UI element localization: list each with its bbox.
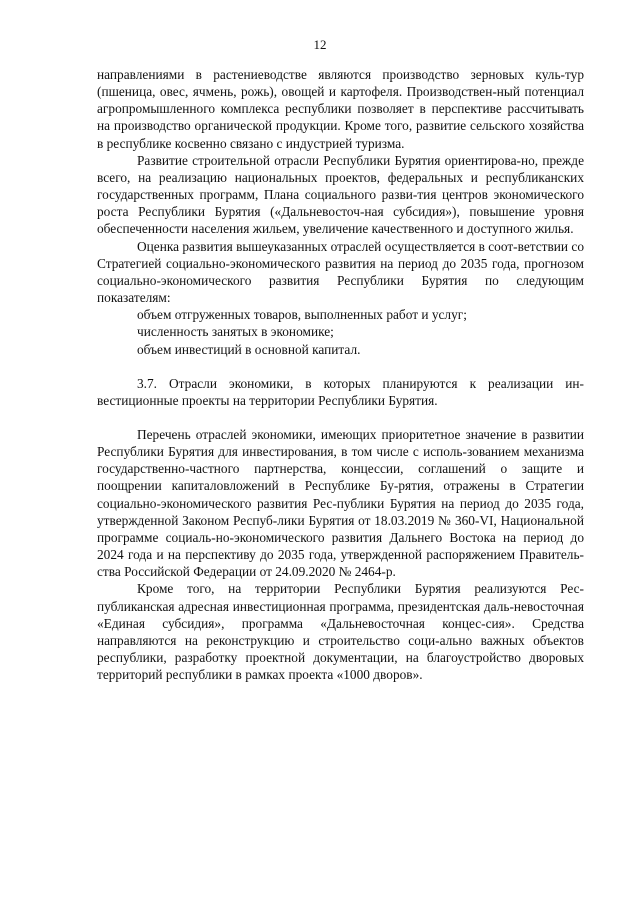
page-number: 12 bbox=[313, 37, 327, 52]
indicator-item: объем инвестиций в основной капитал. bbox=[137, 341, 361, 357]
paragraph-assessment: Оценка развития вышеуказанных отраслей осуществляется в соот-ветствии со Стратегией социально-экономического развития на период до 2035 года, прогнозом социально-экономического развития Республики Бурятия по следующим показателям: bbox=[97, 238, 585, 306]
paragraph-agriculture: направлениями в растениеводстве являются производство зерновых куль-тур (пшеница, овес, ячмень, рожь), овощей и картофеля. Производствен-ный потенциал агропромышленного комплекса республики позволяет в перспективе рассчитывать на производство органической продукции. Кроме того, развитие сельского хозяйства в республике косвенно связано с индустрией туризма. bbox=[97, 67, 584, 151]
spacer bbox=[97, 358, 584, 375]
spacer bbox=[97, 409, 584, 426]
indicator-item: численность занятых в экономике; bbox=[137, 324, 334, 340]
indicator-item: объем отгруженных товаров, выполненных работ и услуг; bbox=[137, 307, 467, 323]
section-heading: 3.7. Отрасли экономики, в которых планируются к реализации ин-вестиционные проекты на территории Республики Бурятия. bbox=[97, 375, 584, 408]
paragraph-construction: Развитие строительной отрасли Республики Бурятия ориентирова-но, прежде всего, на реализацию национальных проектов, федеральных и республиканских государственных программ, Плана социального разви-тия центров экономического роста Республики Бурятия («Дальневосточ-ная субсидия»), повышение уровня обеспеченности населения жильем, увеличение качественного и доступного жилья. bbox=[97, 152, 584, 237]
paragraph-programs: Кроме того, на территории Республики Бурятия реализуются Рес-публиканская адресная инвестиционная программа, президентская даль-невосточная «Единая субсидия», программа «Дальневосточная концес-сия». Средства направляются на реконструкцию и строительство соци-ально важных объектов республики, разработку проектной документации, на благоустройство дворовых территорий республики в рамках проекта «1000 дворов». bbox=[97, 581, 584, 683]
paragraph-priority-sectors: Перечень отраслей экономики, имеющих приоритетное значение в развитии Республики Бурятия для инвестирования, в том числе с исполь-зованием механизма государственно-частного партнерства, концессии, соглашений о защите и поощрении капиталовложений в Республике Бу-рятия, отражены в Стратегии социально-экономического развития Рес-публики Бурятия на период до 2035 года, утвержденной Законом Респуб-лики Бурятия от 18.03.2019 № 360-VI, Национальной программе социаль-но-экономического развития Дальнего Востока на период до 2024 года и на перспективу до 2035 года, утвержденной распоряжением Правитель-ства Российской Федерации от 24.09.2020 № 2464-р. bbox=[97, 426, 584, 580]
document-body bbox=[97, 66, 584, 683]
